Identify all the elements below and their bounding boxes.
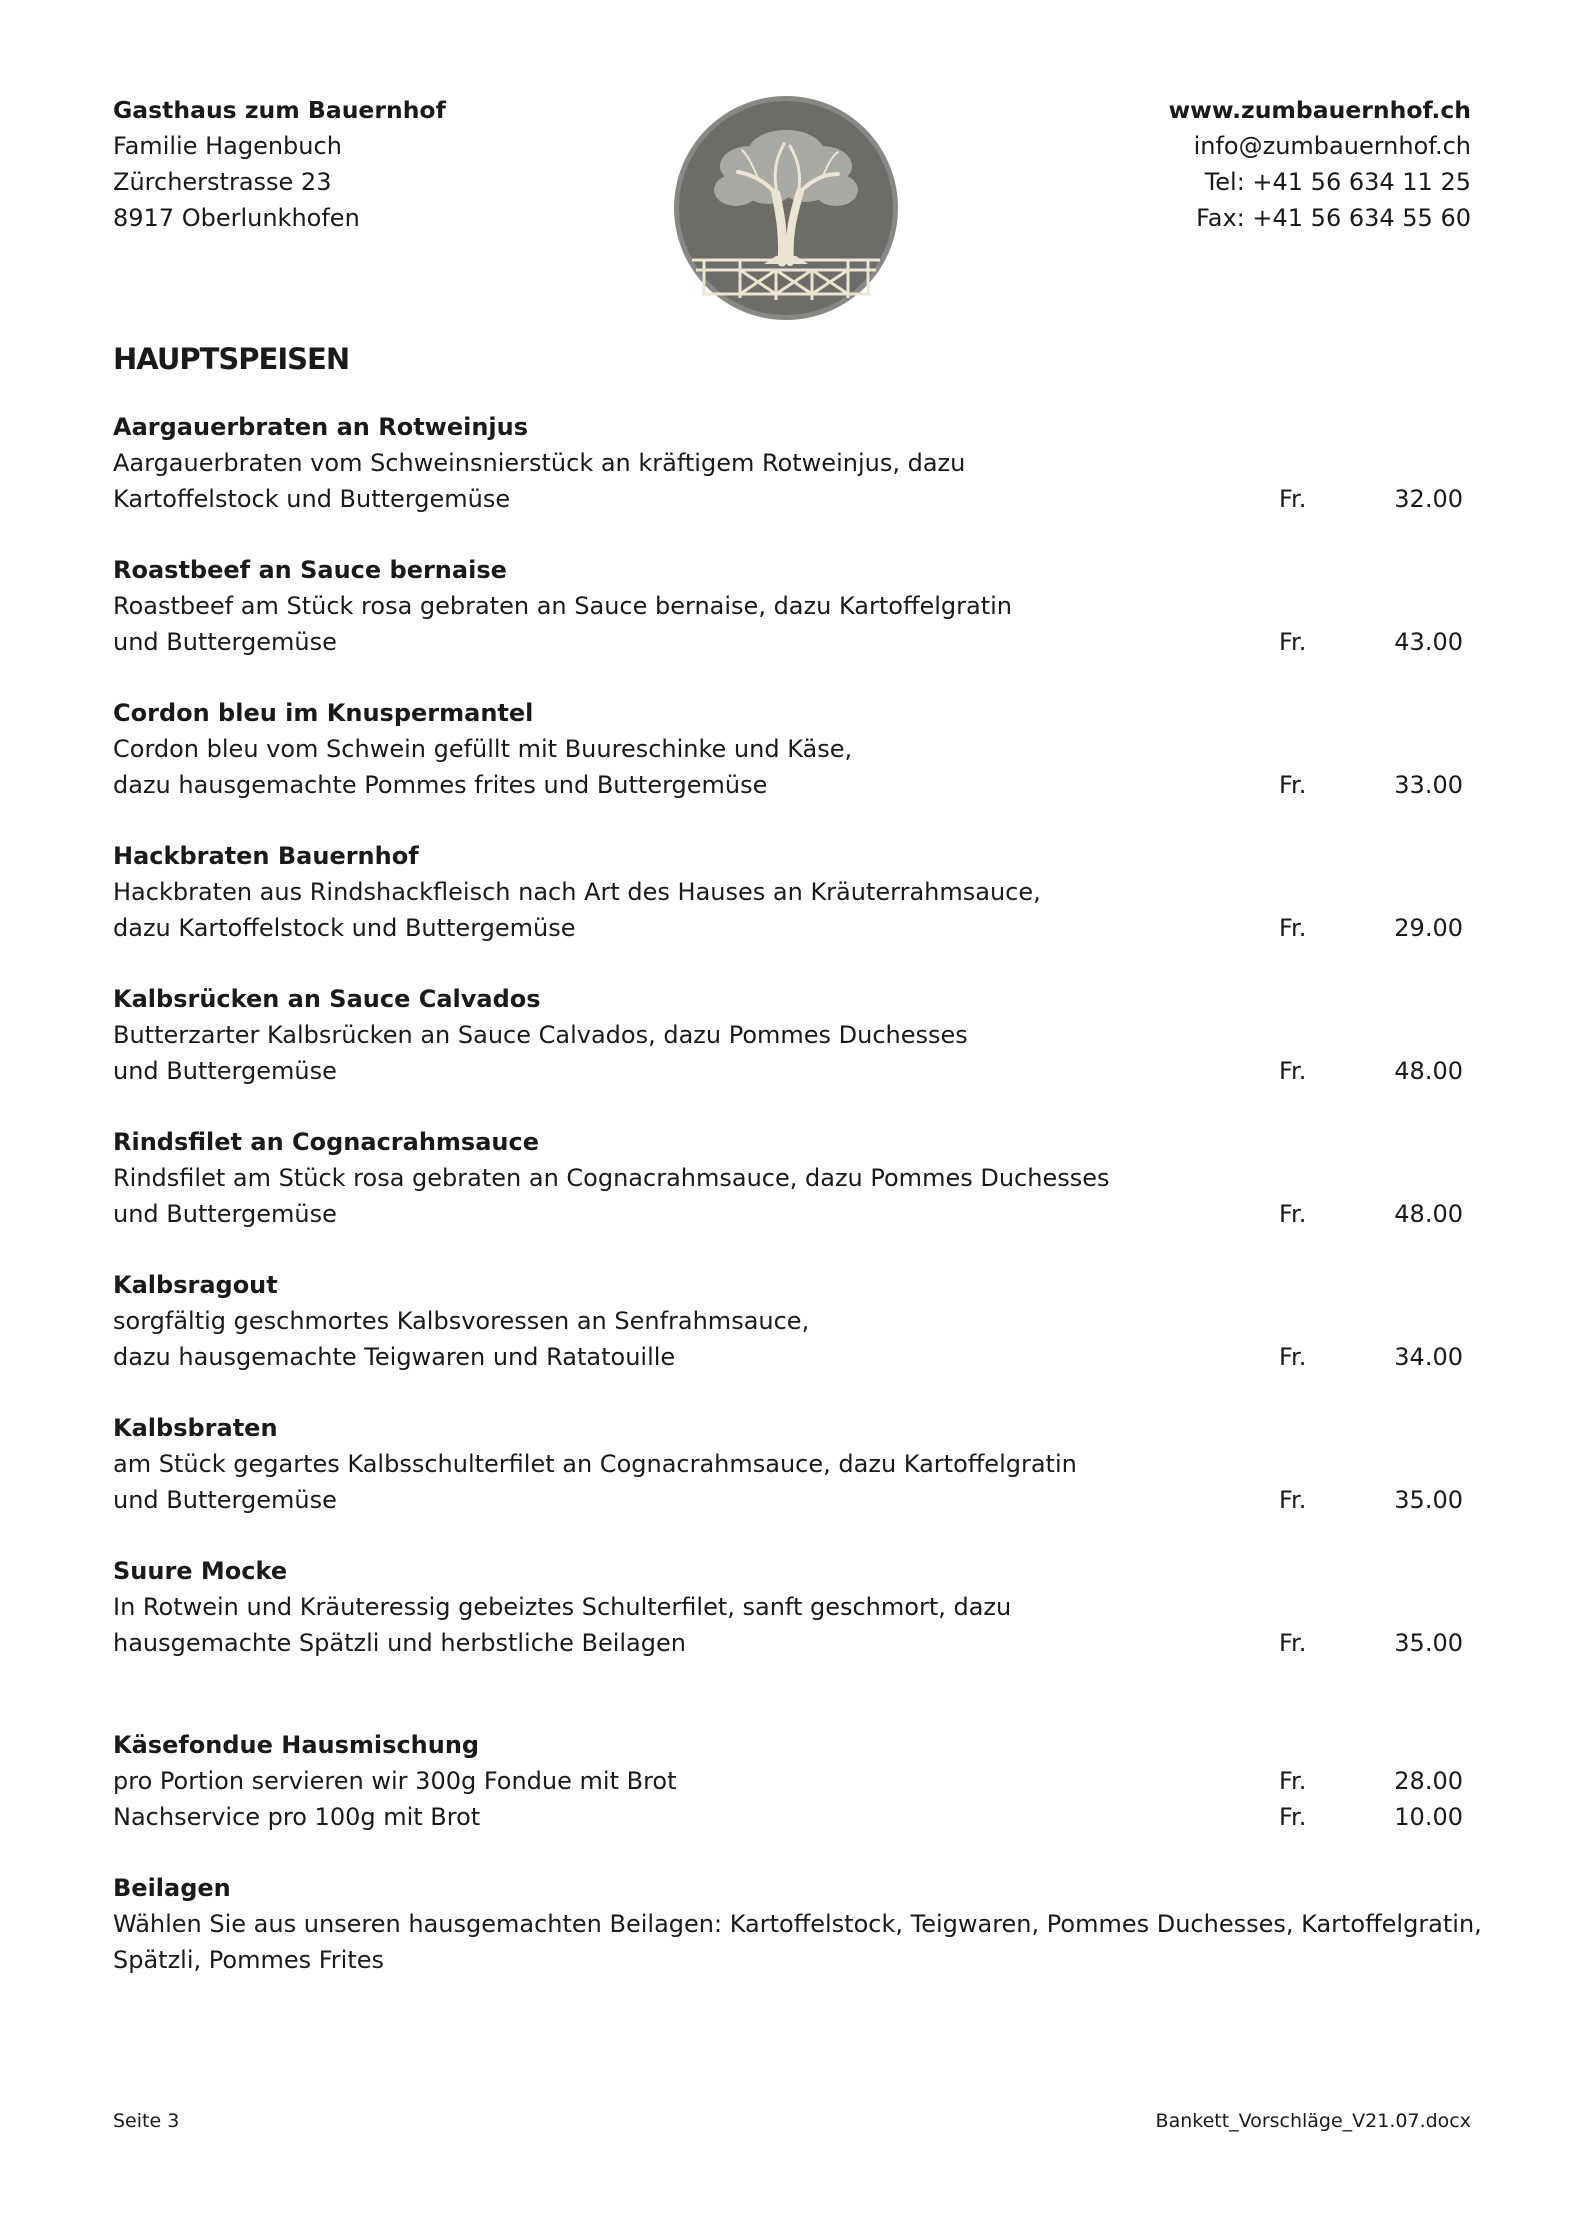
dish-item — [113, 1553, 1463, 1661]
price: 33.00 — [1394, 771, 1463, 799]
dish-description: am Stück gegartes Kalbsschulterfilet an Cognacrahmsauce, dazu Kartoffelgratin — [113, 1450, 1077, 1478]
dish-description: Kartoffelstock und Buttergemüse — [113, 485, 511, 513]
dish-item — [113, 1267, 1463, 1375]
dish-description: hausgemachte Spätzli und herbstliche Beilagen — [113, 1629, 686, 1657]
dish-description: dazu hausgemachte Pommes frites und Buttergemüse — [113, 771, 768, 799]
dish-title: Kalbsbraten — [113, 1414, 278, 1442]
dish-description-line — [113, 481, 1463, 517]
dish-description-line — [113, 874, 1463, 910]
beilagen-title: Beilagen — [113, 1874, 231, 1902]
fax-number: Fax: +41 56 634 55 60 — [1196, 204, 1471, 232]
currency-label: Fr. — [1279, 1486, 1307, 1514]
price: 34.00 — [1394, 1343, 1463, 1371]
price: 28.00 — [1394, 1767, 1463, 1795]
dish-description: Rindsfilet am Stück rosa gebraten an Cognacrahmsauce, dazu Pommes Duchesses — [113, 1164, 1110, 1192]
fondue-row — [113, 1763, 1463, 1799]
dish-description-line — [113, 767, 1463, 803]
currency-label: Fr. — [1279, 1057, 1307, 1085]
restaurant-contact — [971, 92, 1471, 236]
dish-description-line — [113, 1160, 1463, 1196]
dish-item — [113, 838, 1463, 946]
section-title: HAUPTSPEISEN — [113, 342, 350, 376]
beilagen-text: Spätzli, Pommes Frites — [113, 1946, 385, 1974]
price: 35.00 — [1394, 1486, 1463, 1514]
dish-description: dazu hausgemachte Teigwaren und Ratatouille — [113, 1343, 676, 1371]
dish-description: dazu Kartoffelstock und Buttergemüse — [113, 914, 576, 942]
dish-description: und Buttergemüse — [113, 1057, 337, 1085]
dish-description-line — [113, 1196, 1463, 1232]
dish-item — [113, 552, 1463, 660]
dish-title: Kalbsrücken an Sauce Calvados — [113, 985, 541, 1013]
currency-label: Fr. — [1279, 1200, 1307, 1228]
dish-title: Suure Mocke — [113, 1557, 288, 1585]
currency-label: Fr. — [1279, 771, 1307, 799]
fondue-row-text: pro Portion servieren wir 300g Fondue mit Brot — [113, 1767, 677, 1795]
dish-description: Aargauerbraten vom Schweinsnierstück an kräftigem Rotweinjus, dazu — [113, 449, 966, 477]
dish-title: Rindsfilet an Cognacrahmsauce — [113, 1128, 539, 1156]
currency-label: Fr. — [1279, 485, 1307, 513]
price: 48.00 — [1394, 1200, 1463, 1228]
beilagen-text: Wählen Sie aus unseren hausgemachten Beilagen: Kartoffelstock, Teigwaren, Pommes Duchesses, Kartoffelgratin, — [113, 1910, 1482, 1938]
restaurant-family: Familie Hagenbuch — [113, 132, 342, 160]
restaurant-name: Gasthaus zum Bauernhof — [113, 96, 446, 124]
price: 29.00 — [1394, 914, 1463, 942]
dish-description-line — [113, 1303, 1463, 1339]
dish-item — [113, 695, 1463, 803]
page-number: Seite 3 — [113, 2110, 180, 2132]
currency-label: Fr. — [1279, 1343, 1307, 1371]
currency-label: Fr. — [1279, 1629, 1307, 1657]
restaurant-street: Zürcherstrasse 23 — [113, 168, 332, 196]
dish-description-line — [113, 445, 1463, 481]
dish-item — [113, 409, 1463, 517]
dish-description-line — [113, 1625, 1463, 1661]
currency-label: Fr. — [1279, 628, 1307, 656]
dish-item — [113, 981, 1463, 1089]
dish-item — [113, 1124, 1463, 1232]
fondue-title: Käsefondue Hausmischung — [113, 1731, 480, 1759]
price: 43.00 — [1394, 628, 1463, 656]
fondue-item — [113, 1727, 1463, 1835]
price: 10.00 — [1394, 1803, 1463, 1831]
dish-description: Butterzarter Kalbsrücken an Sauce Calvados, dazu Pommes Duchesses — [113, 1021, 968, 1049]
dish-title: Kalbsragout — [113, 1271, 278, 1299]
dish-description-line — [113, 910, 1463, 946]
dish-description: und Buttergemüse — [113, 1486, 337, 1514]
dish-description-line — [113, 1339, 1463, 1375]
currency-label: Fr. — [1279, 1803, 1307, 1831]
price: 48.00 — [1394, 1057, 1463, 1085]
document-filename: Bankett_Vorschläge_V21.07.docx — [1155, 2110, 1471, 2132]
phone-number: Tel: +41 56 634 11 25 — [1204, 168, 1471, 196]
dish-description-line — [113, 1589, 1463, 1625]
currency-label: Fr. — [1279, 914, 1307, 942]
currency-label: Fr. — [1279, 1767, 1307, 1795]
dish-description-line — [113, 1446, 1463, 1482]
tree-logo — [672, 94, 900, 322]
beilagen-line — [113, 1942, 1463, 1978]
dish-description: Hackbraten aus Rindshackfleisch nach Art des Hauses an Kräuterrahmsauce, — [113, 878, 1041, 906]
dish-title: Cordon bleu im Knuspermantel — [113, 699, 534, 727]
dish-description: und Buttergemüse — [113, 1200, 337, 1228]
beilagen-line — [113, 1906, 1482, 1942]
price: 32.00 — [1394, 485, 1463, 513]
dish-title: Hackbraten Bauernhof — [113, 842, 419, 870]
restaurant-city: 8917 Oberlunkhofen — [113, 204, 360, 232]
dish-description: In Rotwein und Kräuteressig gebeiztes Schulterfilet, sanft geschmort, dazu — [113, 1593, 1012, 1621]
dish-description-line — [113, 731, 1463, 767]
beilagen-item — [113, 1870, 1482, 1978]
dish-title: Roastbeef an Sauce bernaise — [113, 556, 507, 584]
website-link[interactable]: www.zumbauernhof.ch — [1168, 96, 1471, 124]
dish-description-line — [113, 1482, 1463, 1518]
price: 35.00 — [1394, 1629, 1463, 1657]
fondue-row — [113, 1799, 1463, 1835]
dish-description: sorgfältig geschmortes Kalbsvoressen an Senfrahmsauce, — [113, 1307, 810, 1335]
dish-description-line — [113, 588, 1463, 624]
dish-description-line — [113, 1053, 1463, 1089]
dish-item — [113, 1410, 1463, 1518]
dish-title: Aargauerbraten an Rotweinjus — [113, 413, 529, 441]
dish-description-line — [113, 624, 1463, 660]
fondue-row-text: Nachservice pro 100g mit Brot — [113, 1803, 481, 1831]
email-link[interactable]: info@zumbauernhof.ch — [1193, 132, 1471, 160]
dish-description: und Buttergemüse — [113, 628, 337, 656]
dish-description: Roastbeef am Stück rosa gebraten an Sauce bernaise, dazu Kartoffelgratin — [113, 592, 1013, 620]
restaurant-address — [113, 92, 613, 236]
dish-description: Cordon bleu vom Schwein gefüllt mit Buureschinke und Käse, — [113, 735, 853, 763]
dish-description-line — [113, 1017, 1463, 1053]
